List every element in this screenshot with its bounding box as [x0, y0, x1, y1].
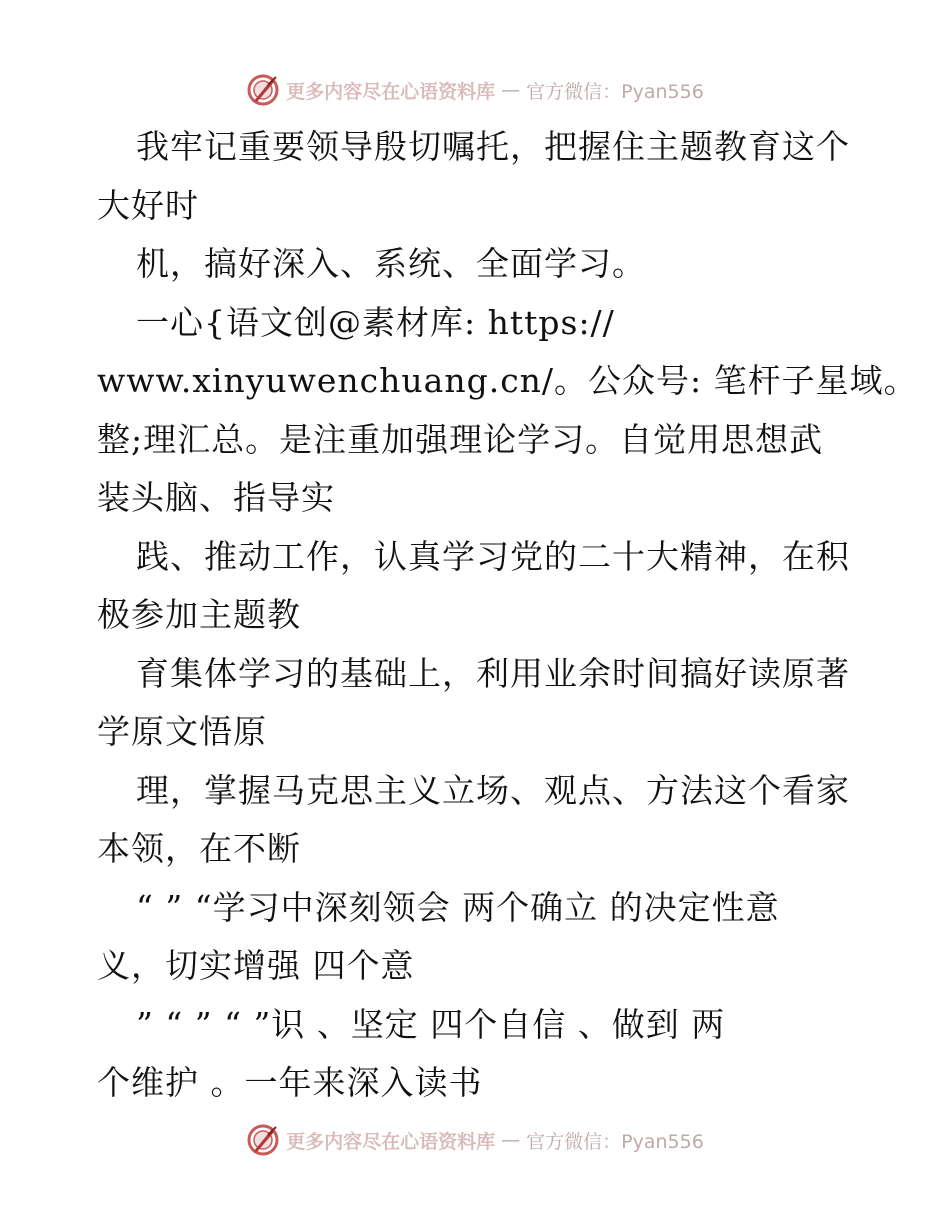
text-line: 机，搞好深入、系统、全面学习。	[136, 244, 646, 283]
watermark-separator: —	[501, 79, 521, 101]
watermark-wechat: 官方微信：Pyan556	[526, 1130, 704, 1153]
document-body	[97, 118, 918, 1113]
text-line: 极参加主题教	[97, 595, 301, 634]
quill-logo-icon	[246, 73, 280, 107]
text-line: 育集体学习的基础上，利用业余时间搞好读原著	[136, 653, 850, 693]
text-line: 大好时	[97, 185, 199, 225]
quill-logo-icon	[246, 1123, 280, 1157]
text-line: 学原文悟原	[97, 712, 267, 751]
text-line: www.xinyuwenchuang.cn/。公众号: 笔杆子星域。	[97, 361, 918, 400]
header-watermark	[0, 70, 950, 110]
watermark-wechat: 官方微信：Pyan556	[526, 80, 704, 103]
footer-watermark	[0, 1120, 950, 1160]
text-line: ” “ ” “ ”识 、坚定 四个自信 、做到 两	[136, 1004, 726, 1044]
text-line: 个维护 。一年来深入读书	[97, 1063, 483, 1102]
text-line: 装头脑、指导实	[97, 478, 335, 517]
text-line: 理，掌握马克思主义立场、观点、方法这个看家	[136, 770, 850, 810]
text-line: 整;理汇总。是注重加强理论学习。自觉用思想武	[97, 419, 824, 459]
text-line: 一心{语文创@素材库: https://	[136, 302, 615, 342]
text-line: 践、推动工作，认真学习党的二十大精神，在积	[136, 536, 850, 576]
text-line: 我牢记重要领导殷切嘱托，把握住主题教育这个	[136, 127, 850, 166]
watermark-brand: 更多内容尽在心语资料库	[286, 80, 496, 103]
text-line: “ ” “学习中深刻领会 两个确立 的决定性意	[136, 887, 780, 927]
text-line: 本领，在不断	[97, 829, 301, 868]
watermark-separator: —	[501, 1129, 521, 1151]
watermark-brand: 更多内容尽在心语资料库	[286, 1130, 496, 1153]
text-line: 义，切实增强 四个意	[97, 946, 415, 985]
